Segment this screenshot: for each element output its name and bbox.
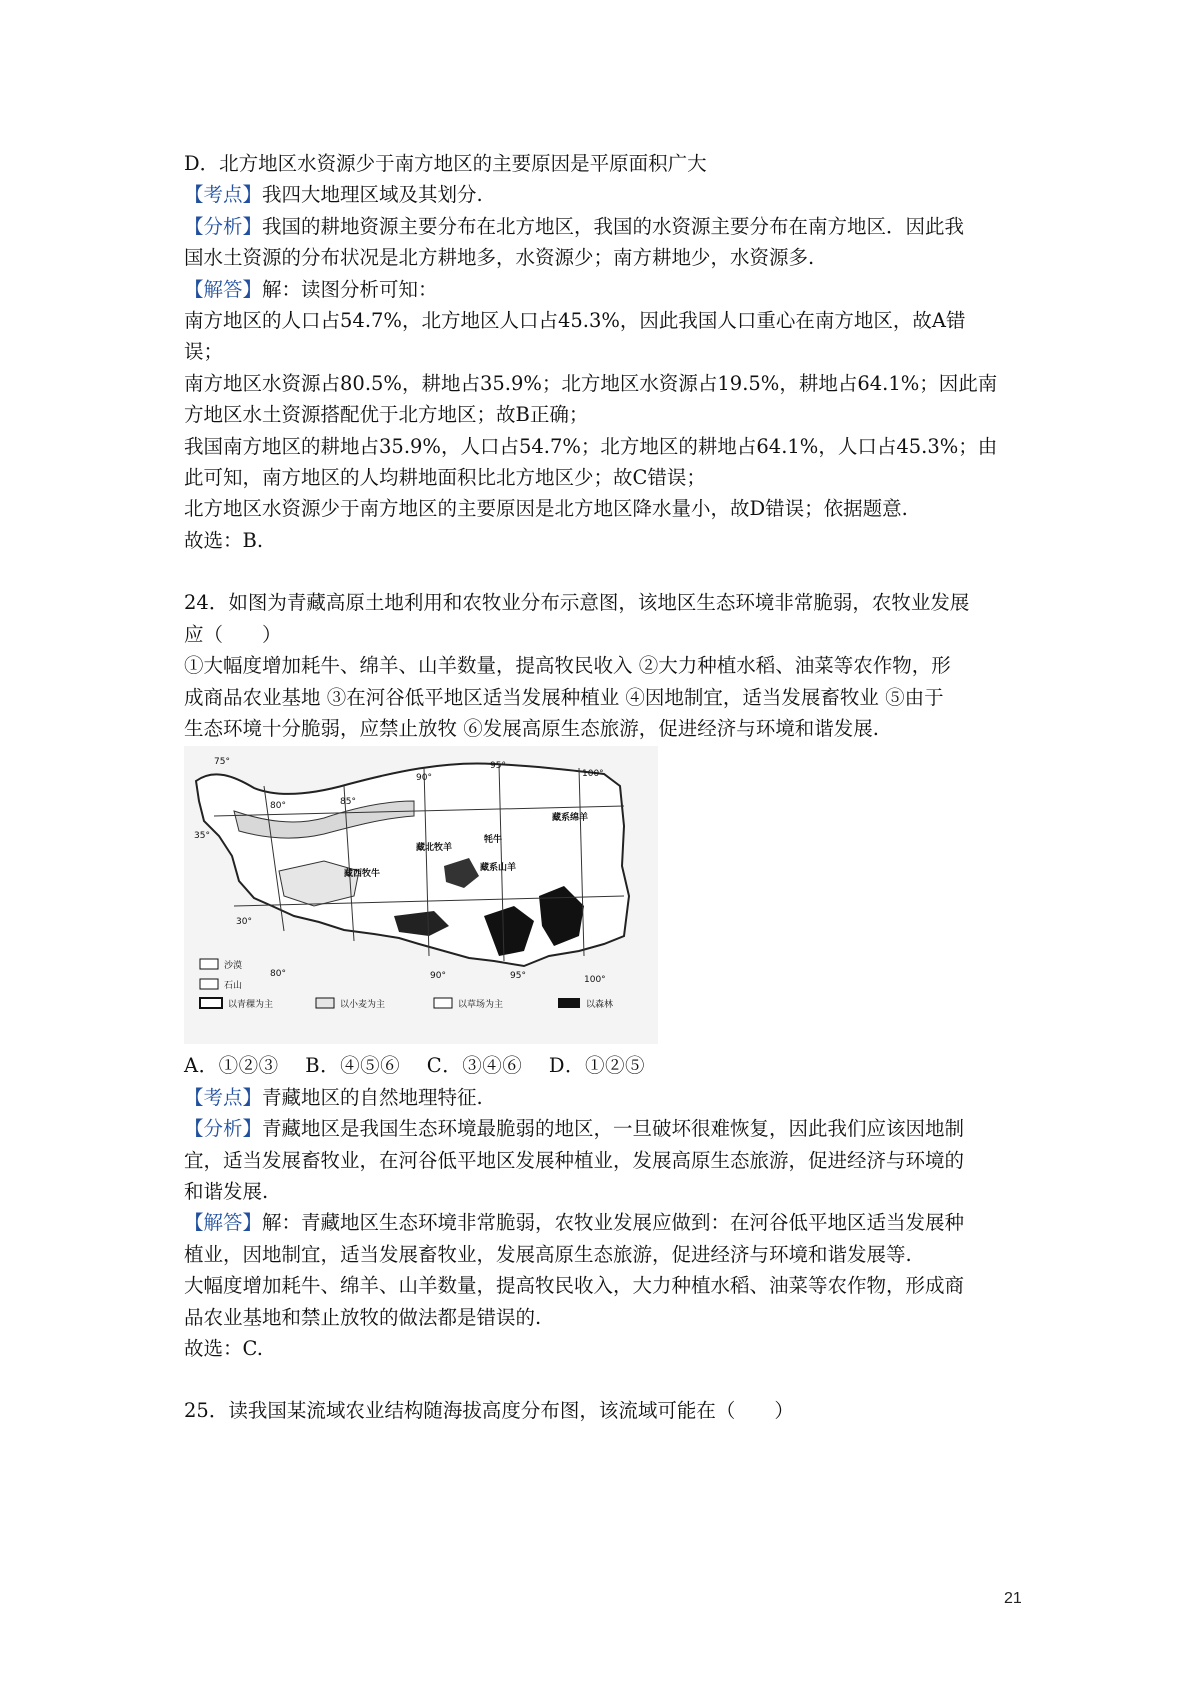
q24-fenxi-line2: 宜，适当发展畜牧业，在河谷低平地区发展种植业，发展高原生态旅游，促进经济与环境的 [184,1148,965,1172]
jieda-tag: 【解答】 [184,277,263,301]
lon-label: 90° [430,971,446,982]
area-label: 藏系绵羊 [552,813,589,824]
lon-label: 75° [214,757,230,768]
legend-label: 以草场为主 [458,1000,504,1011]
q24-kaodian [184,1082,1024,1113]
q24-stem: 生态环境十分脆弱，应禁止放牧 ⑥发展高原生态旅游，促进经济与环境和谐发展. [184,716,879,740]
legend-swatch-forest [558,998,580,1008]
q23-line: 南方地区的人口占54.7%，北方地区人口占45.3%，因此我国人口重心在南方地区，故A错 [184,309,966,333]
legend-swatch-rock [200,979,218,989]
legend-swatch-barley [200,998,222,1008]
q25-stem: 25．读我国某流域农业结构随海拔高度分布图，该流域可能在（ ） [184,1399,794,1423]
lon-label: 90° [416,773,432,784]
lon-label: 85° [340,797,356,808]
qinghai-tibet-map [184,746,658,1044]
lat-label: 35° [194,831,210,842]
q23-line: 我国南方地区的耕地占35.9%，人口占54.7%；北方地区的耕地占64.1%，人口占45.3%；由 [184,434,998,458]
q24-stem: ①大幅度增加耗牛、绵羊、山羊数量，提高牧民收入 ②大力种植水稻、油菜等农作物，形 [184,654,951,678]
jieda-tag: 【解答】 [184,1211,263,1235]
q23-line: 方地区水土资源搭配优于北方地区；故B正确； [184,403,589,427]
lon-label: 80° [270,969,286,980]
q23-line: 误； [184,340,224,364]
q23-kaodian [184,179,1024,210]
legend-swatch-wheat [316,998,334,1008]
spacer [184,556,1024,587]
lon-label: 100° [584,975,606,986]
fenxi-text: 我国的耕地资源主要分布在北方地区，我国的水资源主要分布在南方地区．因此我 [262,214,965,238]
q23-jieda [184,274,1024,305]
area-label: 牦牛 [484,835,503,846]
kaodian-text: 青藏地区的自然地理特征. [262,1085,483,1109]
q24-jieda [184,1207,1024,1238]
legend-label: 石山 [224,981,243,992]
lon-label: 100° [582,769,604,780]
kaodian-tag: 【考点】 [184,1085,263,1109]
kaodian-text: 我四大地理区域及其划分. [262,183,483,207]
q24-answer: 故选：C. [184,1336,263,1360]
legend-label: 沙漠 [224,961,243,972]
lon-label: 80° [270,801,286,812]
legend-swatch-desert [200,959,218,969]
lon-label: 95° [490,761,506,772]
page-content [184,148,1024,1427]
q24-fenxi-line3: 和谐发展. [184,1179,269,1203]
q23-line: 北方地区水资源少于南方地区的主要原因是北方地区降水量小，故D错误；依据题意. [184,497,908,521]
lat-label: 30° [236,917,252,928]
legend-label: 以青稞为主 [228,1000,274,1011]
page-number: 21 [1004,1590,1022,1607]
fenxi-tag: 【分析】 [184,214,263,238]
q23-answer: 故选：B. [184,528,264,552]
area-label: 藏系山羊 [480,863,517,874]
jieda-text: 解：青藏地区生态环境非常脆弱，农牧业发展应做到：在河谷低平地区适当发展种 [262,1211,965,1235]
spacer [184,1364,1024,1395]
area-label: 藏西牧牛 [344,869,381,880]
legend-label: 以森林 [586,1000,614,1011]
fenxi-text: 青藏地区是我国生态环境最脆弱的地区，一旦破坏很难恢复，因此我们应该因地制 [262,1117,965,1141]
q24-stem: 24．如图为青藏高原土地利用和农牧业分布示意图，该地区生态环境非常脆弱，农牧业发展 [184,591,970,615]
kaodian-tag: 【考点】 [184,183,263,207]
legend-swatch-grass [434,998,452,1008]
legend-label: 以小麦为主 [340,1000,386,1011]
area-label: 藏北牧羊 [416,843,453,854]
jieda-text: 解：读图分析可知： [262,277,438,301]
q24-stem: 应（ ） [184,622,282,646]
q23-line: 此可知，南方地区的人均耕地面积比北方地区少；故C错误； [184,466,706,490]
q24-fenxi [184,1113,1024,1144]
lon-label: 95° [510,971,526,982]
fenxi-tag: 【分析】 [184,1117,263,1141]
q24-jieda-line4: 品农业基地和禁止放牧的做法都是错误的. [184,1305,542,1329]
q24-options: A．①②③ B．④⑤⑥ C．③④⑥ D．①②⑤ [184,1054,646,1078]
q24-jieda-line2: 植业，因地制宜，适当发展畜牧业，发展高原生态旅游，促进经济与环境和谐发展等. [184,1242,912,1266]
q24-jieda-line3: 大幅度增加耗牛、绵羊、山羊数量，提高牧民收入，大力种植水稻、油菜等农作物，形成商 [184,1274,965,1298]
q23-option-d: D．北方地区水资源少于南方地区的主要原因是平原面积广大 [184,152,707,175]
qinghai-tibet-map-figure [184,746,658,1044]
q24-stem: 成商品农业基地 ③在河谷低平地区适当发展种植业 ④因地制宜，适当发展畜牧业 ⑤由于 [184,685,944,709]
q23-fenxi [184,211,1024,242]
q23-line: 南方地区水资源占80.5%，耕地占35.9%；北方地区水资源占19.5%，耕地占64.1%；因此南 [184,371,998,395]
q23-fenxi-line2: 国水土资源的分布状况是北方耕地多，水资源少；南方耕地少，水资源多. [184,246,815,270]
